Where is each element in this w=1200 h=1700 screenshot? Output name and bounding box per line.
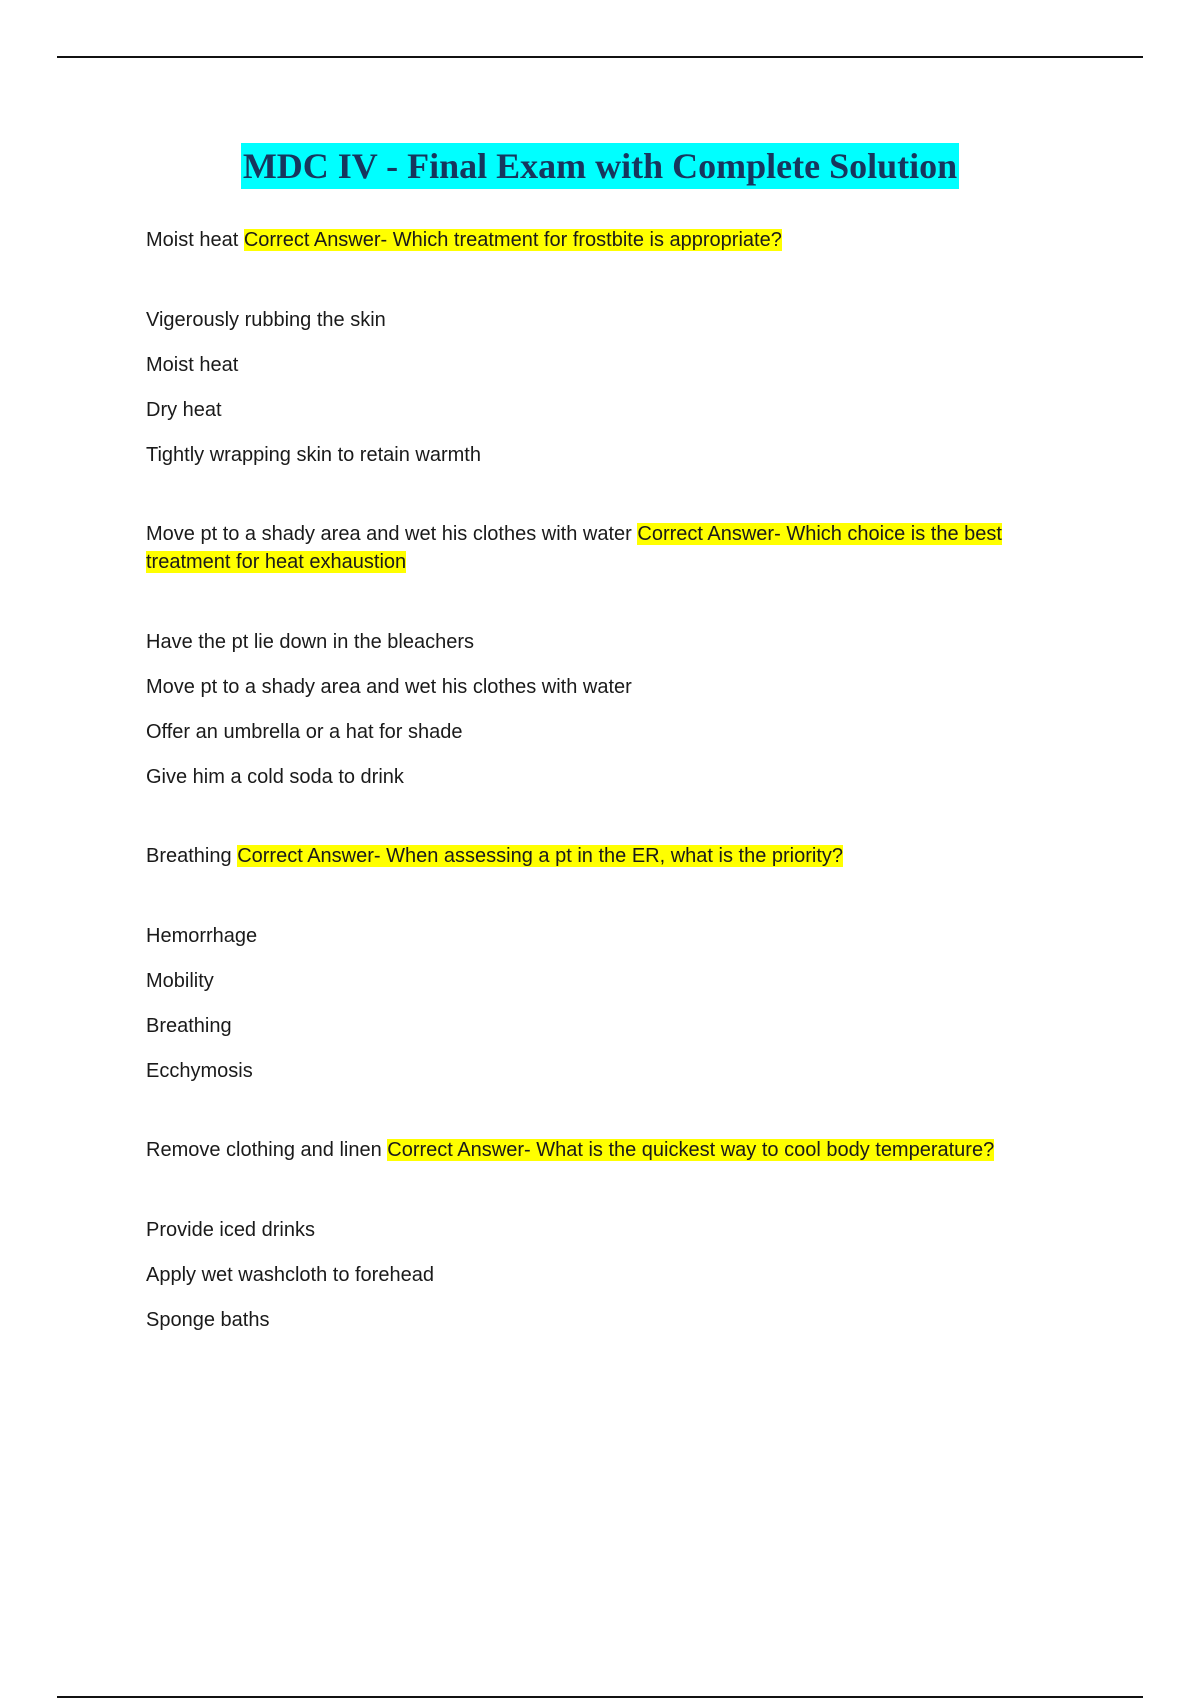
correct-answer-text: Move pt to a shady area and wet his clothes with water (146, 523, 632, 545)
option-item: Sponge baths (146, 1309, 270, 1331)
answer-prefix: Correct Answer- (243, 229, 388, 251)
answer-prefix: Correct Answer- (387, 1139, 531, 1161)
question-line (146, 1136, 1046, 1164)
exam-content (146, 226, 1046, 1351)
correct-answer-text: Moist heat (146, 229, 239, 251)
question-line (146, 226, 1046, 254)
question-line (146, 842, 1046, 870)
question-text: Which treatment for frostbite is appropriate? (392, 229, 782, 251)
page-top-rule (57, 56, 1143, 58)
option-item: Mobility (146, 970, 214, 992)
option-item: Tightly wrapping skin to retain warmth (146, 444, 481, 466)
option-list (146, 306, 1046, 469)
question-highlight (244, 229, 782, 251)
option-item: Apply wet washcloth to forehead (146, 1264, 434, 1286)
option-item: Provide iced drinks (146, 1219, 315, 1241)
question-highlight (387, 1139, 994, 1161)
option-item: Give him a cold soda to drink (146, 766, 404, 788)
qa-item-4 (146, 1136, 1046, 1334)
answer-prefix: Correct Answer- (637, 523, 781, 545)
option-item: Hemorrhage (146, 925, 258, 947)
answer-prefix: Correct Answer- (237, 845, 381, 867)
qa-item-3 (146, 842, 1046, 1085)
option-item: Have the pt lie down in the bleachers (146, 631, 474, 653)
option-item: Moist heat (146, 354, 239, 376)
qa-item-1 (146, 226, 1046, 469)
correct-answer-text: Breathing (146, 845, 232, 867)
question-text: What is the quickest way to cool body temperature? (536, 1139, 995, 1161)
title-container (0, 143, 1200, 189)
option-list (146, 1216, 1046, 1334)
option-list (146, 628, 1046, 791)
option-item: Offer an umbrella or a hat for shade (146, 721, 463, 743)
page-bottom-rule (57, 1696, 1143, 1698)
document-title: MDC IV - Final Exam with Complete Solution (241, 143, 959, 189)
option-list (146, 922, 1046, 1085)
option-item: Dry heat (146, 399, 222, 421)
qa-item-2 (146, 520, 1046, 791)
question-line (146, 520, 1046, 576)
option-item: Ecchymosis (146, 1060, 253, 1082)
option-item: Vigerously rubbing the skin (146, 309, 386, 331)
question-text: When assessing a pt in the ER, what is the priority? (386, 845, 844, 867)
option-item: Breathing (146, 1015, 232, 1037)
correct-answer-text: Remove clothing and linen (146, 1139, 382, 1161)
question-highlight (237, 845, 843, 867)
option-item: Move pt to a shady area and wet his clothes with water (146, 676, 632, 698)
question-text: Which choice is the best treatment for heat exhaustion (146, 523, 1002, 573)
